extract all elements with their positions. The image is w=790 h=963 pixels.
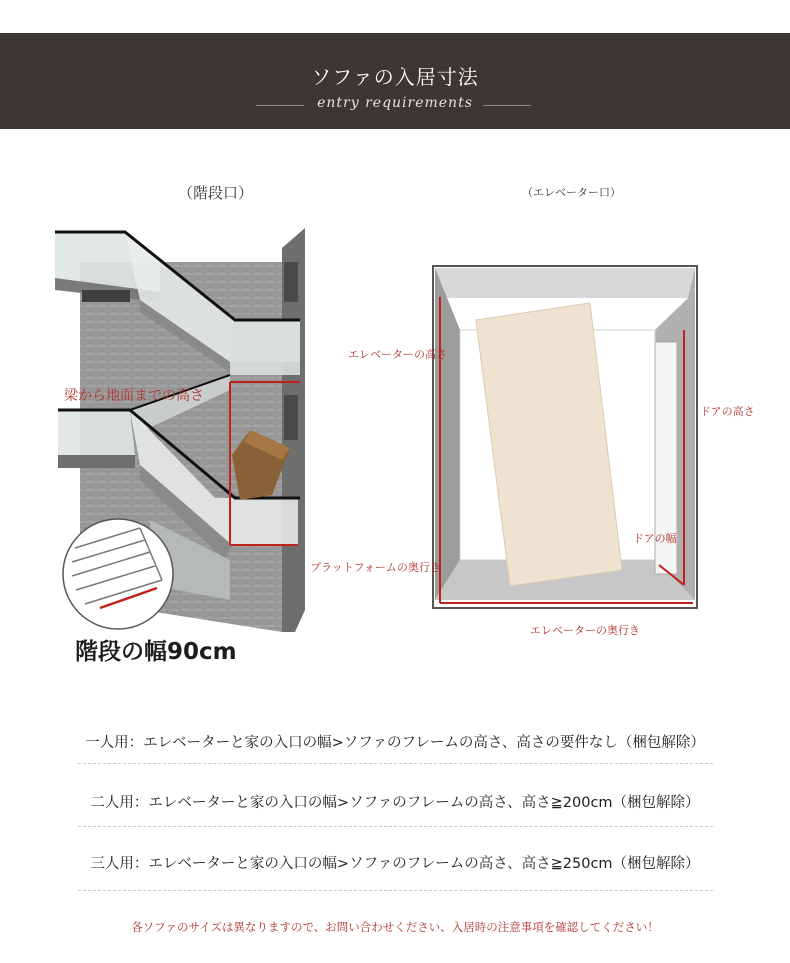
footer-note: 各ソファのサイズは異なりますので、お問い合わせください、入居時の注意事項を確認してください！ — [131, 920, 659, 934]
stair-width-text: 階段の幅90cm — [75, 639, 237, 665]
platform-depth-label: プラットフォームの奥行き — [310, 561, 441, 574]
page-title: ソファの入居寸法 — [311, 65, 479, 89]
page-subtitle: entry requirements — [317, 95, 473, 111]
door-width-label: ドアの幅 — [633, 532, 677, 545]
beam-height-label: 梁から地面までの高さ — [64, 388, 204, 404]
upper-landing-shadow — [82, 290, 130, 302]
requirement-triple: 三人用：エレベーターと家の入口の幅>ソファのフレームの高さ、高さ≧250cm（梱包解除） — [90, 856, 700, 872]
elevator-illustration — [433, 266, 697, 608]
window-upper — [284, 262, 298, 302]
requirement-double: 二人用：エレベーターと家の入口の幅>ソファのフレームの高さ、高さ≧200cm（梱包解除） — [90, 795, 700, 811]
requirement-single: 一人用：エレベーターと家の入口の幅>ソファのフレームの高さ、高さの要件なし（梱包解除） — [85, 735, 705, 751]
divider — [78, 890, 713, 891]
window-lower — [284, 395, 298, 440]
lower-landing-glass — [58, 410, 135, 455]
elevator-heading: （エレベーター口） — [522, 186, 621, 199]
stair-heading: （階段口） — [178, 184, 254, 202]
staircase-illustration — [55, 228, 305, 632]
elevator-ceiling — [435, 268, 695, 298]
door-height-label: ドアの高さ — [700, 405, 755, 418]
elevator-height-label: エレベーターの高さ — [348, 348, 447, 361]
elevator-depth-label: エレベーターの奥行き — [530, 624, 640, 637]
lower-landing-slab — [58, 455, 135, 468]
middle-landing — [230, 320, 300, 375]
divider — [78, 763, 713, 764]
divider — [78, 826, 713, 827]
